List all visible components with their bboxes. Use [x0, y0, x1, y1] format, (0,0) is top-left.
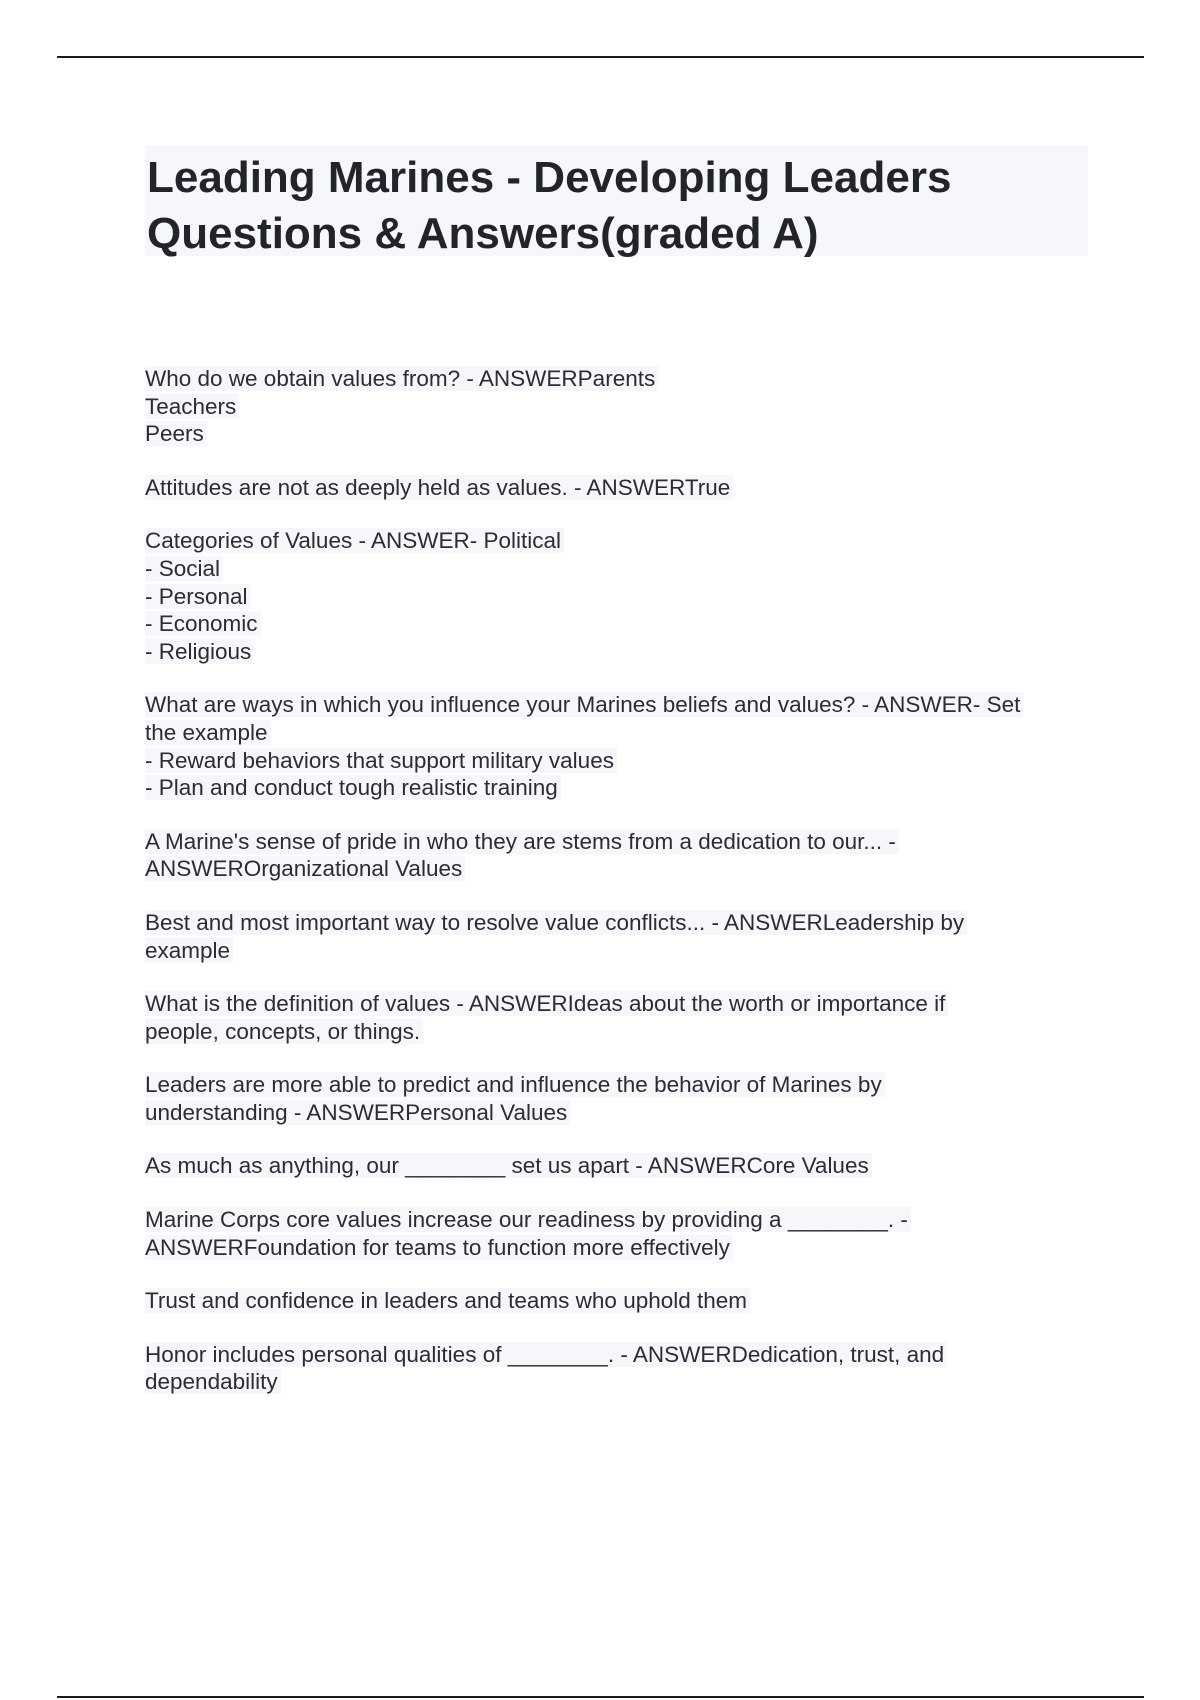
- qa-line: [145, 420, 1090, 448]
- qa-line: [145, 610, 1090, 638]
- qa-line: [145, 365, 1090, 393]
- qa-item: [145, 1287, 1090, 1315]
- qa-item: [145, 1341, 1090, 1396]
- document-title: [145, 146, 1088, 256]
- qa-line-text: Attitudes are not as deeply held as values. - ANSWERTrue: [145, 475, 733, 500]
- qa-line: [145, 990, 1090, 1018]
- qa-line-text: Teachers: [145, 394, 239, 419]
- qa-line: [145, 474, 1090, 502]
- qa-line-text: Marine Corps core values increase our readiness by providing a ________. -: [145, 1207, 911, 1232]
- qa-line-text: Categories of Values - ANSWER- Political: [145, 528, 564, 553]
- qa-line-text: ANSWERFoundation for teams to function more effectively: [145, 1235, 733, 1260]
- qa-line-text: Leaders are more able to predict and influence the behavior of Marines by: [145, 1072, 885, 1097]
- qa-item: [145, 909, 1090, 964]
- qa-line: [145, 1071, 1090, 1099]
- qa-line-text: Peers: [145, 421, 207, 446]
- qa-item: [145, 527, 1090, 665]
- qa-list: [145, 365, 1090, 1422]
- qa-line-text: ANSWEROrganizational Values: [145, 856, 465, 881]
- qa-line-text: Trust and confidence in leaders and teams who uphold them: [145, 1288, 750, 1313]
- qa-line: [145, 527, 1090, 555]
- qa-line: [145, 909, 1090, 937]
- qa-line-text: - Religious: [145, 639, 254, 664]
- qa-line-text: people, concepts, or things.: [145, 1019, 423, 1044]
- qa-line: [145, 555, 1090, 583]
- qa-line: [145, 719, 1090, 747]
- top-rule: [57, 56, 1144, 58]
- qa-line: [145, 691, 1090, 719]
- qa-line: [145, 1152, 1090, 1180]
- qa-line-text: - Reward behaviors that support military values: [145, 748, 617, 773]
- qa-line-text: What is the definition of values - ANSWERIdeas about the worth or importance if: [145, 991, 948, 1016]
- qa-item: [145, 990, 1090, 1045]
- qa-line-text: - Economic: [145, 611, 261, 636]
- qa-line-text: Honor includes personal qualities of ________. - ANSWERDedication, trust, and: [145, 1342, 947, 1367]
- qa-line: [145, 1018, 1090, 1046]
- qa-line-text: - Social: [145, 556, 223, 581]
- qa-line: [145, 638, 1090, 666]
- bottom-rule: [57, 1696, 1144, 1698]
- qa-item: [145, 1071, 1090, 1126]
- qa-line-text: A Marine's sense of pride in who they are stems from a dedication to our... -: [145, 829, 899, 854]
- qa-line: [145, 1099, 1090, 1127]
- title-line-2: Questions & Answers(graded A): [147, 209, 819, 258]
- qa-line-text: What are ways in which you influence your Marines beliefs and values? - ANSWER- Set: [145, 692, 1023, 717]
- qa-item: [145, 474, 1090, 502]
- qa-line: [145, 774, 1090, 802]
- qa-line: [145, 393, 1090, 421]
- qa-line: [145, 1368, 1090, 1396]
- qa-line: [145, 583, 1090, 611]
- qa-line-text: example: [145, 938, 233, 963]
- qa-line: [145, 1206, 1090, 1234]
- qa-line: [145, 828, 1090, 856]
- qa-line: [145, 937, 1090, 965]
- qa-item: [145, 365, 1090, 448]
- qa-line: [145, 855, 1090, 883]
- qa-line-text: Who do we obtain values from? - ANSWERParents: [145, 366, 658, 391]
- qa-line-text: - Plan and conduct tough realistic training: [145, 775, 561, 800]
- qa-item: [145, 1206, 1090, 1261]
- qa-line-text: dependability: [145, 1369, 281, 1394]
- qa-line-text: the example: [145, 720, 271, 745]
- qa-line: [145, 1341, 1090, 1369]
- qa-line: [145, 1234, 1090, 1262]
- qa-item: [145, 1152, 1090, 1180]
- qa-item: [145, 828, 1090, 883]
- qa-line-text: - Personal: [145, 584, 251, 609]
- title-line-1: Leading Marines - Developing Leaders: [147, 153, 952, 202]
- qa-line: [145, 747, 1090, 775]
- qa-line-text: Best and most important way to resolve value conflicts... - ANSWERLeadership by: [145, 910, 967, 935]
- qa-line: [145, 1287, 1090, 1315]
- qa-line-text: As much as anything, our ________ set us apart - ANSWERCore Values: [145, 1153, 872, 1178]
- qa-line-text: understanding - ANSWERPersonal Values: [145, 1100, 570, 1125]
- qa-item: [145, 691, 1090, 801]
